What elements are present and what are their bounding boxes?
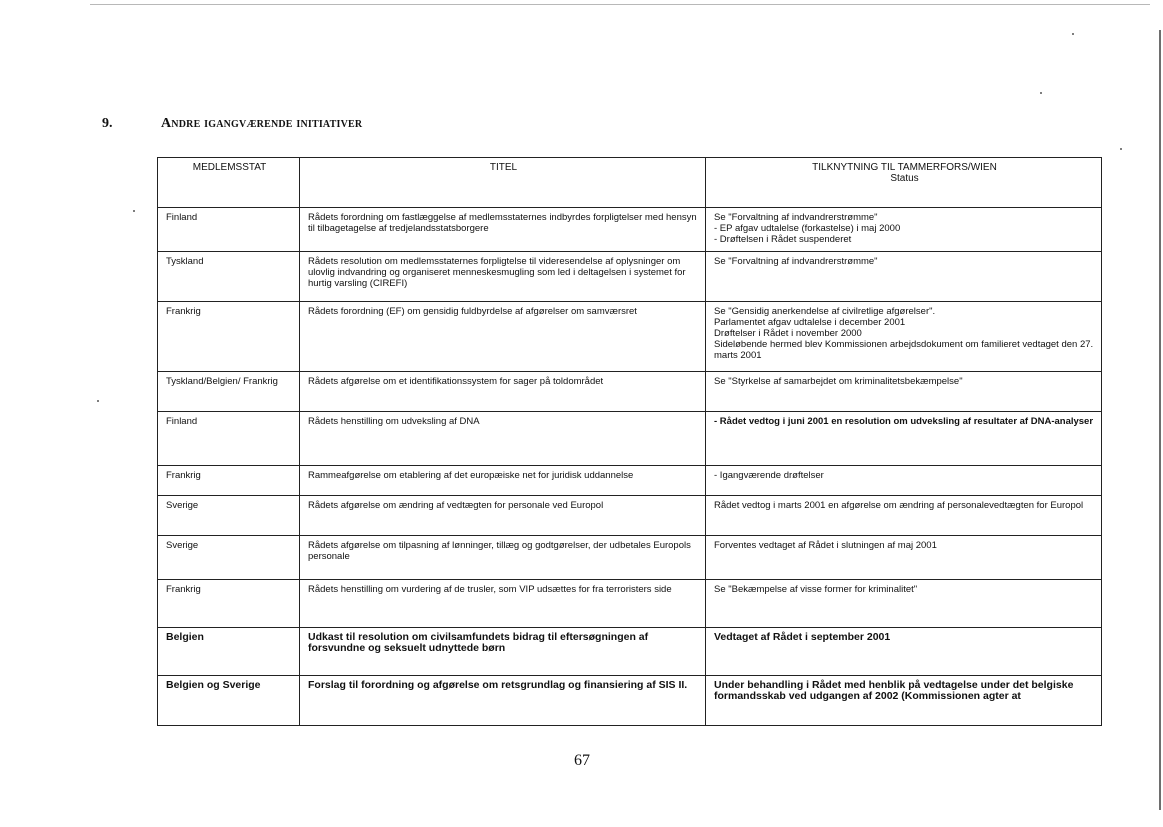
table-row — [158, 372, 1102, 412]
link-line: Drøftelser i Rådet i november 2000 — [714, 328, 862, 339]
section-number: 9. — [102, 116, 113, 131]
cell-member-state: Tyskland — [158, 252, 300, 302]
cell-member-state: Belgien og Sverige — [158, 676, 300, 726]
cell-title: Rammeafgørelse om etablering af det europæiske net for juridisk uddannelse — [300, 466, 706, 496]
table-row — [158, 302, 1102, 372]
link-line: Se "Styrkelse af samarbejdet om kriminalitetsbekæmpelse" — [714, 376, 963, 387]
link-line: Se "Gensidig anerkendelse af civilretlige afgørelser". — [714, 306, 936, 317]
table-row — [158, 466, 1102, 496]
table-row — [158, 208, 1102, 252]
cell-member-state: Frankrig — [158, 466, 300, 496]
link-line: - Drøftelsen i Rådet suspenderet — [714, 234, 852, 245]
link-line: Se "Bekæmpelse af visse former for kriminalitet" — [714, 584, 918, 595]
scan-speck — [1120, 148, 1122, 150]
cell-link — [706, 536, 1102, 580]
link-line: Se "Forvaltning af indvandrerstrømme" — [714, 212, 878, 223]
cell-member-state: Frankrig — [158, 302, 300, 372]
cell-title: Rådets forordning (EF) om gensidig fuldbyrdelse af afgørelser om samværsret — [300, 302, 706, 372]
cell-link — [706, 466, 1102, 496]
cell-title: Rådets forordning om fastlæggelse af medlemsstaternes indbyrdes forpligtelser med hensyn til tilbagetagelse af tredjelandsstatsborgere — [300, 208, 706, 252]
cell-link — [706, 412, 1102, 466]
cell-link — [706, 208, 1102, 252]
page-number: 67 — [574, 752, 590, 769]
link-line: Se "Forvaltning af indvandrerstrømme" — [714, 256, 878, 267]
cell-title: Rådets afgørelse om et identifikationssystem for sager på toldområdet — [300, 372, 706, 412]
scan-speck — [1072, 33, 1074, 35]
scan-speck — [97, 400, 99, 402]
scan-speck — [133, 210, 135, 212]
link-line: - Igangværende drøftelser — [714, 470, 824, 481]
cell-member-state: Sverige — [158, 536, 300, 580]
cell-link — [706, 628, 1102, 676]
cell-link — [706, 302, 1102, 372]
table-row — [158, 676, 1102, 726]
cell-title: Rådets afgørelse om tilpasning af lønninger, tillæg og godtgørelser, der udbetales Europols personale — [300, 536, 706, 580]
link-line: Rådet vedtog i marts 2001 en afgørelse om ændring af personalevedtægten for Europol — [714, 500, 1084, 511]
cell-title: Udkast til resolution om civilsamfundets bidrag til eftersøgningen af forsvundne og seksuelt udnyttede børn — [300, 628, 706, 676]
scan-speck — [1040, 92, 1042, 94]
table-row — [158, 536, 1102, 580]
header-link — [706, 158, 1102, 208]
cell-title: Rådets henstilling om vurdering af de trusler, som VIP udsættes for fra terroristers side — [300, 580, 706, 628]
table-row — [158, 252, 1102, 302]
header-member-state: MEDLEMSSTAT — [158, 158, 300, 208]
table-row — [158, 628, 1102, 676]
scan-edge-line — [90, 4, 1150, 5]
cell-title: Rådets henstilling om udveksling af DNA — [300, 412, 706, 466]
cell-member-state: Belgien — [158, 628, 300, 676]
cell-link — [706, 580, 1102, 628]
header-link-label: TILKNYTNING TIL TAMMERFORS/WIEN — [812, 162, 997, 173]
table-row — [158, 496, 1102, 536]
initiatives-table — [157, 157, 1102, 726]
cell-title: Rådets afgørelse om ændring af vedtægten for personale ved Europol — [300, 496, 706, 536]
cell-member-state: Tyskland/Belgien/ Frankrig — [158, 372, 300, 412]
header-status-label: Status — [890, 173, 919, 184]
link-line: Sideløbende hermed blev Kommissionen arbejdsdokument om familieret vedtaget den 27. marts 2001 — [714, 339, 1094, 361]
header-title: TITEL — [300, 158, 706, 208]
link-line: - Rådet vedtog i juni 2001 en resolution om udveksling af resultater af DNA-analyser — [714, 416, 1094, 427]
cell-member-state: Frankrig — [158, 580, 300, 628]
link-line: Parlamentet afgav udtalelse i december 2001 — [714, 317, 906, 328]
cell-link — [706, 676, 1102, 726]
cell-title: Forslag til forordning og afgørelse om retsgrundlag og finansiering af SIS II. — [300, 676, 706, 726]
cell-member-state: Sverige — [158, 496, 300, 536]
link-line: - EP afgav udtalelse (forkastelse) i maj 2000 — [714, 223, 901, 234]
cell-member-state: Finland — [158, 208, 300, 252]
cell-link — [706, 252, 1102, 302]
link-line: Vedtaget af Rådet i september 2001 — [714, 631, 891, 643]
cell-link — [706, 372, 1102, 412]
table-row — [158, 580, 1102, 628]
cell-member-state: Finland — [158, 412, 300, 466]
cell-title: Rådets resolution om medlemsstaternes forpligtelse til videresendelse af oplysninger om ulovlig indvandring og organiseret menneskesmugling som led i deltagelsen i systemet for hurtig varsling (CIREFI) — [300, 252, 706, 302]
cell-link — [706, 496, 1102, 536]
link-line: Under behandling i Rådet med henblik på vedtagelse under det belgiske formandsskab ved udgangen af 2002 (Kommissionen agter at — [714, 679, 1074, 702]
section-title: Andre igangværende initiativer — [161, 116, 363, 131]
scan-edge-mark — [1159, 30, 1161, 810]
link-line: Forventes vedtaget af Rådet i slutningen af maj 2001 — [714, 540, 937, 551]
table-row — [158, 412, 1102, 466]
table-header-row — [158, 158, 1102, 208]
